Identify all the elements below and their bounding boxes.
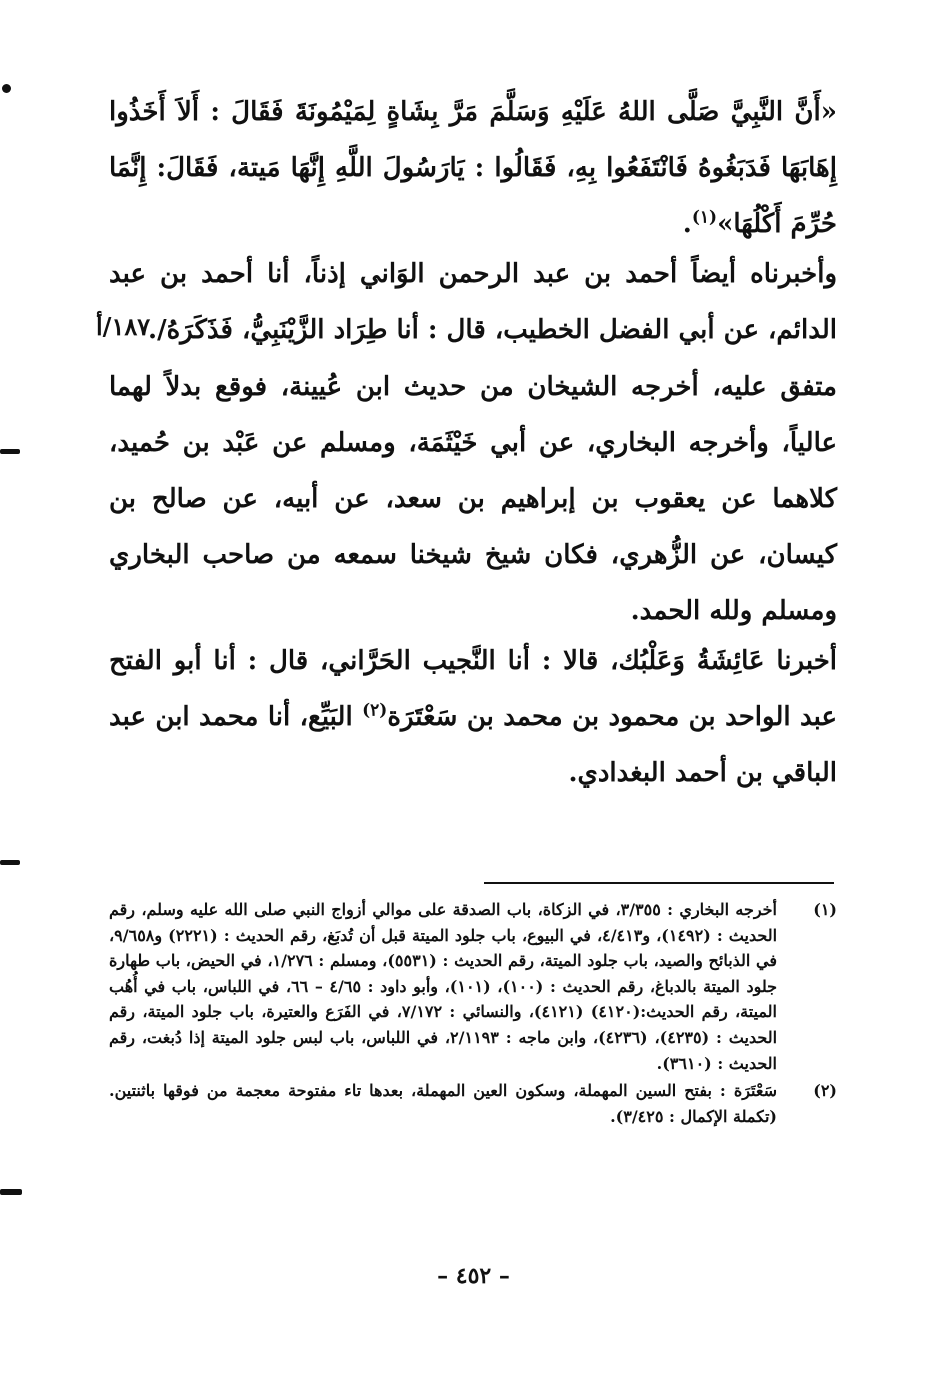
scan-edge-mark (2, 84, 11, 93)
footnote-text: أخرجه البخاري : ٣/٣٥٥، في الزكاة، باب الصدقة على موالي أزواج النبي صلى الله عليه وسلم، رقم الحديث : (١٤٩٢)، و٤/٤١٣، في البيوع، باب جلود الميتة قبل أن تُدبَغ، رقم الحديث : (٢٢٢١) و٩/٦٥٨، في الذبائح والصيد، باب جلود الميتة، رقم الحديث : (٥٥٣١)، ومسلم : ١/٢٧٦، في الحيض، باب طهارة جلود الميتة بالدباغ، رقم الحديث : (١٠٠)، (١٠١)، وأبو داود : ٤/٦٥ – ٦٦، في اللباس، باب في أُهُب الميتة، رقم الحديث:(٤١٢٠) (٤١٢١)، والنسائي : ٧/١٧٢، في الفَرَع والعتيرة، باب جلود الميتة، رقم الحديث : (٤٢٣٥)، (٤٢٣٦)، وابن ماجه : ٢/١١٩٣، في اللباس، باب لبس جلود الميتة إذا دُبغت، رقم الحديث : (٣٦١٠). (109, 900, 778, 1073)
hadith-paragraph: «أَنَّ النَّبِيَّ صَلَّى اللهُ عَلَيْهِ وَسَلَّمَ مَرَّ بِشَاةٍ لِمَيْمُونَةَ فَقَالَ : أَلاَ أَخَذُوا إِهَابَهَا فَدَبَغُوهُ فَانْتَفَعُوا بِهِ، فَقَالُوا : يَارَسُولَ اللَّهِ إِنَّهَا مَيتة، فَقَالَ: إِنَّمَا حُرِّمَ أَكْلُهَا»$^{(١)}$. (109, 97, 837, 239)
scan-edge-mark (0, 449, 20, 454)
footnote-separator (484, 882, 834, 884)
footnote-ref: (١) (691, 207, 718, 228)
isnad-paragraph: وأخبرناه أيضاً أحمد بن عبد الرحمن الوَاني إذناً، أنا أحمد بن عبد الدائم، عن أبي الفضل الخطيب، قال : أنا طِرَاد الزَّيْنَبِيُّ، فَذَكَرَهُ/. (109, 259, 837, 345)
footnote-ref: (٢) (362, 700, 388, 721)
footnote-number: (٢) (813, 1081, 837, 1101)
footnote (109, 1078, 837, 1129)
page-number: – ٤٥٢ – (437, 1263, 510, 1289)
footnote-text: سَعْتَرَة : بفتح السين المهملة، وسكون العين المهملة، بعدها تاء مفتوحة معجمة من فوقها باثنتين. (تكملة الإكمال : ٣/٤٢٥). (109, 1081, 777, 1126)
scan-edge-mark (0, 1189, 22, 1195)
isnad-paragraph: أخبرنا عَائِشَةُ وَعَلْبُك، قالا : أنا النَّجيب الحَرَّاني، قال : أنا أبو الفتح عبد الواحد بن محمود بن محمد بن سَعْتَرَة$^{(٢)}$ البَيِّع، أنا محمد ابن عبد الباقي بن أحمد البغدادي. (109, 646, 837, 788)
margin-folio-note: ١٨٧/أ (96, 312, 151, 341)
main-text (109, 359, 837, 639)
main-text (109, 84, 837, 252)
scan-edge-mark (0, 860, 20, 865)
takhrij-paragraph: متفق عليه، أخرجه الشيخان من حديث ابن عُيينة، فوقع بدلاً لهما عالياً، وأخرجه البخاري، عن أبي خَيْثَمَة، ومسلم عن عَبْد بن حُميد، كلاهما عن يعقوب بن إبراهيم بن سعد، عن أبيه، عن صالح بن كيسان، عن الزُّهري، فكان شيخ شيخنا سمعه من صاحب البخاري ومسلم ولله الحمد. (109, 372, 837, 626)
footnote-number: (١) (813, 900, 837, 919)
footnote (109, 897, 837, 1076)
main-text (109, 633, 837, 801)
main-text (109, 246, 837, 358)
footnotes (109, 897, 837, 1129)
